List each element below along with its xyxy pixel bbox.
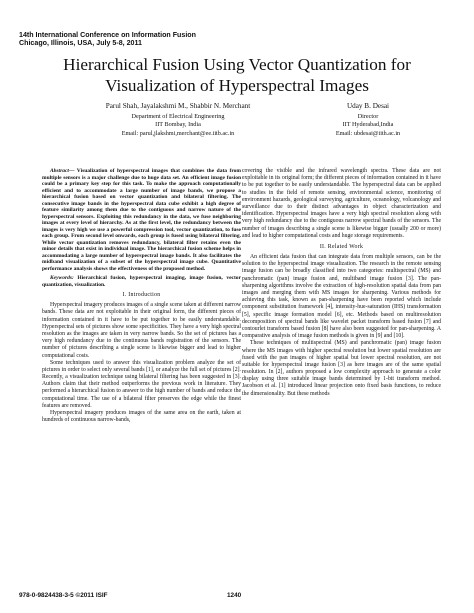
section-heading-related-work: II. Related Work <box>319 243 364 250</box>
section-heading-introduction: I. Introduction <box>122 292 161 298</box>
conference-location: Chicago, Illinois, USA, July 5-8, 2011 <box>19 39 143 48</box>
author-block-1 <box>78 102 278 138</box>
author-names: Parul Shah, Jayalakshmi M., Shabbir N. Merchant <box>105 102 251 110</box>
author-department: Department of Electrical Engineering <box>131 112 225 120</box>
abstract-text: — Visualization of hyperspectral images that combines the data from multiple sensors is a major challenge due to huge data set. An efficient image fusion could be a primary key step for this task. To make the approach computationally efficient and to accommodate a large number of image bands, we propose a hierarchical fusion based on vector quantization and bilateral filtering. The consecutive image bands in the hyperspectral data cube exhibit a high degree of feature similarity among them due to the contiguous and narrow nature of the hyperspectral sensors. Exploiting this redundancy in the data, we fuse neighboring images at every level of hierarchy. As at the first level, the redundancy between the images is very high we use a powerful compression tool, vector quantization, to fuse each group. From second level onwards, each group is fused using bilateral filtering. While vector quantization removes redundancy, bilateral filter retains even the minor details that exist in individual image. The hierarchical fusion scheme helps in accommodating a large number of hyperspectral image bands. It also facilitates the midband visualization of a subset of the hyperspectral image cube. Quantitative performance analysis shows the effectiveness of the proposed method. <box>42 168 241 272</box>
abstract-label: Abstract <box>50 168 69 174</box>
author-department: Director <box>357 112 379 120</box>
body-paragraph: Hyperspectral imagery produces images of a single scene taken at different narrow bands. These data are not exploitable in their original form, the different pieces of information contained in it have to be put together to be easily understandable. Hyperspectral sets of pictures show some specificities. They have a very high spectral resolution as the images are taken in very narrow bands. So the set of pictures has a very high redundancy due to the continuous bands registration of the sensors. The number of pictures describing a single scene is likewise bigger and lead to higher computational costs. <box>42 302 241 359</box>
page-number: 1240 <box>227 592 242 599</box>
body-paragraph: Hyperspectral imagery produces images of the same area on the earth, taken at hundreds of continuous narrow-bands, <box>42 410 241 424</box>
body-paragraph: An efficient data fusion that can integrate data from multiple sensors, can be the solution to the hyperspectral image visualization. The research in the remote sensing image fusion can be broadly classified into two categories: multispectral (MS) and panchromatic (pan) image fusion and, multiband image fusion [3]. The pan-sharpening algorithms involve the extraction of high-resolution spatial data from pan images and merging them with MS images for sharpening. Various methods for achieving this task, known as pan-sharpening have been reported which include component substitution framework [4], intensity-hue-saturation (IHS) transformation [5], specific image formation model [6], etc. Methods based on multiresolution decomposition of spectral bands like wavelet packet transform based fusion [7] and contourlet transform based fusion [8] have also been suggested for pan-sharpening. A comparative analysis of image fusion methods is given in [9] and [10]. <box>242 254 441 340</box>
left-column <box>42 168 241 424</box>
body-paragraph: Some techniques used to answer this visualization problem analyze the set of pictures in order to select only several bands [1], or analyze the full set of pictures [2]. Recently, a visualization technique using bilateral filtering has been suggested in [3]. Authors claim that their method outperforms the previous work in literature. They performed a hierarchical fusion to answer to the high number of bands and reduce the computational time. The use of a bilateral filter preserves the edge while the finest features are removed. <box>42 359 241 409</box>
abstract <box>42 168 241 272</box>
author-institution: IIT Hyderabad,India <box>342 121 394 129</box>
keywords-text: Hierarchical fusion, hyperspectral imaging, image fusion, vector quantization, visualization. <box>42 275 241 288</box>
conference-name: 14th International Conference on Information Fusion <box>19 31 196 39</box>
body-paragraph: These techniques of multispectral (MS) and panchromatic (pan) image fusion where the MS images with higher spectral resolution but lower spatial resolution are fused with the pan images of higher spatial but lower spectral resolution, are not suitable for hyperspectral image fusion [3] as here images are of the same spatial resolution. In [2], authors proposed a low complexity approach to generate a color display using three suitable image bands determined by 1-bit transform method. Jacobson et al. [1] introduced linear projection onto fixed basis functions, to reduce the dimensionality. But these methods <box>242 340 441 397</box>
title-line-1: Hierarchical Fusion Using Vector Quantization for <box>63 55 411 74</box>
conference-header <box>19 31 196 48</box>
paper-title <box>0 55 474 96</box>
author-block-2 <box>303 102 433 138</box>
title-line-2: Visualization of Hyperspectral Images <box>105 75 369 95</box>
author-email: Email: parul,jlakshmi,merchant@ee.iitb.ac.in <box>121 129 235 137</box>
right-column <box>242 168 441 398</box>
footer-copyright: 978-0-9824438-3-5 ©2011 ISIF <box>19 592 108 599</box>
author-email: Email: ubdesai@iith.ac.in <box>335 129 401 137</box>
body-paragraph: covering the visible and the infrared wavelength spectra. These data are not exploitable in its original form; the different pieces of information contained in it have to be put together to be easily understandable. The hyperspectral data can be applied to studies in the field of remote sensing, environmental science, monitoring of environment hazards, geological surveying, agriculture, oceanology, volcanology and surveillance due to their distinct advantages in object characterization and identification. Hyperspectral images have a very high spectral resolution along with very high redundancy due to the contiguous narrow spectral bands of the sensors. The number of images describing a single scene is likewise bigger (usually 200 or more) and lead to higher computational costs and huge storage requirements. <box>242 168 441 239</box>
author-names: Uday B. Desai <box>346 102 390 110</box>
author-institution: IIT Bombay, India <box>155 121 201 129</box>
keywords-label: Keywords: <box>50 275 74 281</box>
keywords <box>42 275 241 288</box>
